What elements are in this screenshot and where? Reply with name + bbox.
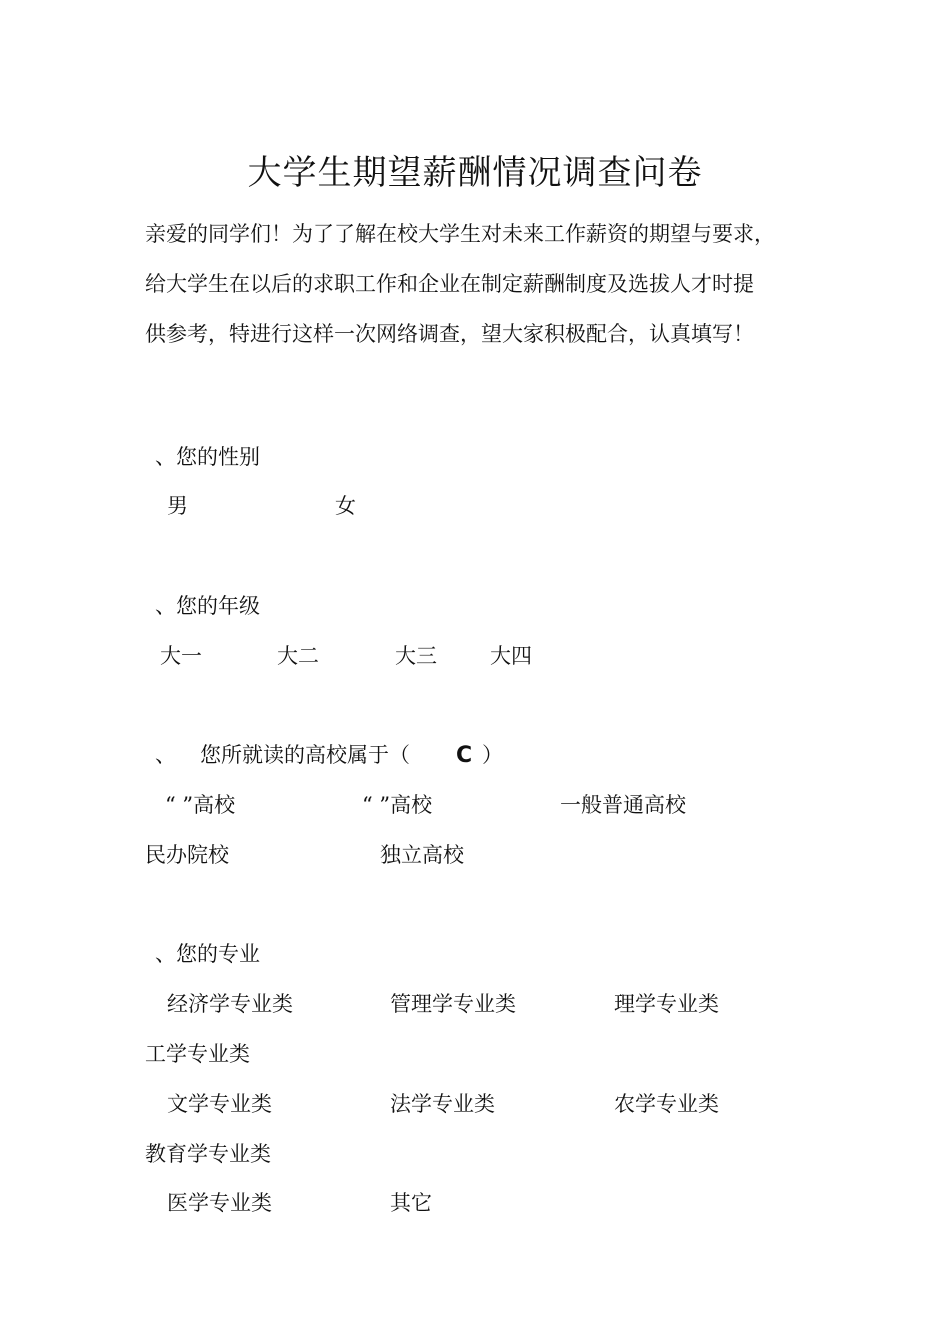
option-education[interactable]: 教育学专业类 [145,1142,271,1166]
option-engineering[interactable]: 工学专业类 [145,1042,250,1066]
intro-line-1: 亲爱的同学们！为了了解在校大学生对未来工作薪资的期望与要求， [145,222,775,246]
option-university-type-2[interactable]: “ ”高校 [362,793,433,817]
question-university-answer: C [456,743,473,768]
option-literature[interactable]: 文学专业类 [167,1092,272,1116]
intro-line-3: 供参考，特进行这样一次网络调查，望大家积极配合，认真填写！ [145,322,754,346]
option-university-type-1[interactable]: “ ”高校 [165,793,236,817]
option-male[interactable]: 男 [167,494,188,518]
option-junior[interactable]: 大三 [395,644,437,668]
option-female[interactable]: 女 [335,494,356,518]
question-major-label: 、您的专业 [155,942,260,966]
option-private-university[interactable]: 民办院校 [145,843,229,867]
option-law[interactable]: 法学专业类 [390,1092,495,1116]
option-regular-university[interactable]: 一般普通高校 [560,793,686,817]
option-independent-college[interactable]: 独立高校 [380,843,464,867]
option-management[interactable]: 管理学专业类 [390,992,516,1016]
option-senior[interactable]: 大四 [490,644,532,668]
question-grade-label: 、您的年级 [155,594,260,618]
question-gender-label: 、您的性别 [155,445,260,469]
option-freshman[interactable]: 大一 [160,644,202,668]
question-university-prefix: 、 [155,743,176,767]
question-university-label: 您所就读的高校属于（ [200,743,410,767]
intro-line-2: 给大学生在以后的求职工作和企业在制定薪酬制度及选拔人才时提 [145,272,754,296]
option-agriculture[interactable]: 农学专业类 [614,1092,719,1116]
question-university-suffix: ） [482,743,503,767]
option-science[interactable]: 理学专业类 [614,992,719,1016]
option-other[interactable]: 其它 [390,1191,432,1215]
option-sophomore[interactable]: 大二 [277,644,319,668]
page-title: 大学生期望薪酬情况调查问卷 [247,153,703,193]
option-economics[interactable]: 经济学专业类 [167,992,293,1016]
option-medicine[interactable]: 医学专业类 [167,1191,272,1215]
